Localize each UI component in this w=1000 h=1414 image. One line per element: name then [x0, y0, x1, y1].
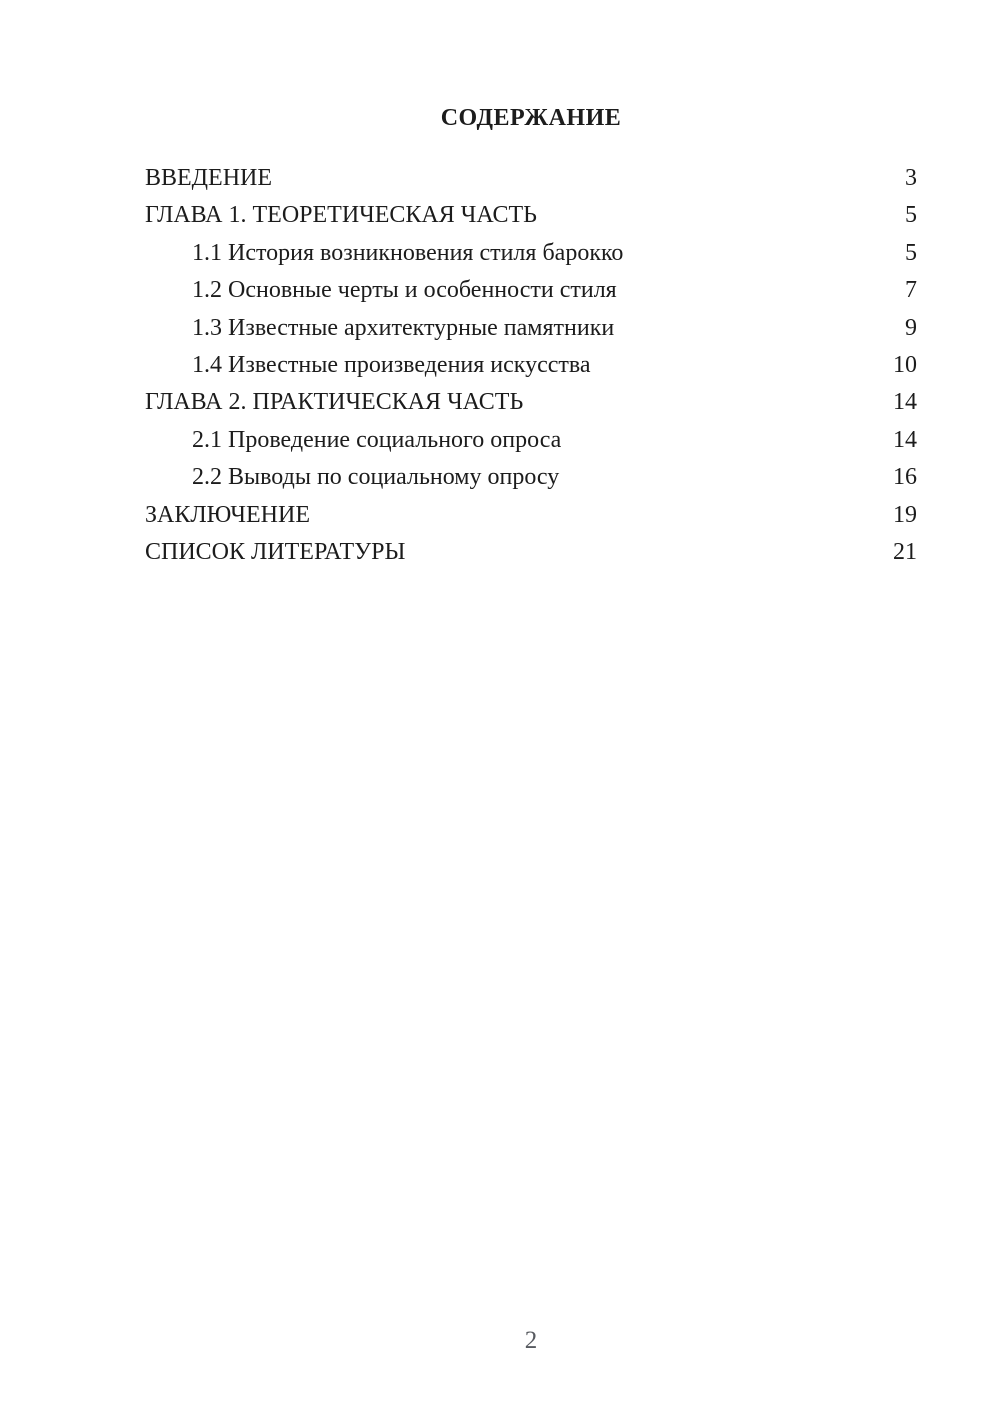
- toc-entry-page: 19: [893, 501, 917, 528]
- toc-entry: [145, 497, 917, 534]
- toc-entry-label: ГЛАВА 1. ТЕОРЕТИЧЕСКАЯ ЧАСТЬ: [145, 202, 537, 229]
- toc-entry-page: 14: [893, 389, 917, 416]
- toc-entry: [145, 534, 917, 571]
- toc-entry-label: ЗАКЛЮЧЕНИЕ: [145, 501, 310, 528]
- toc-entry-page: 3: [905, 165, 917, 191]
- toc-entry-label: 2.1 Проведение социального опроса: [192, 426, 562, 453]
- toc-title: СОДЕРЖАНИЕ: [440, 105, 622, 132]
- toc-entry-label: 1.3 Известные архитектурные памятники: [192, 314, 615, 341]
- toc-entry-label: СПИСОК ЛИТЕРАТУРЫ: [145, 538, 406, 565]
- toc-entry-page: 21: [893, 538, 917, 565]
- toc-entry: [145, 384, 917, 421]
- toc-entry-label: 1.1 История возникновения стиля барокко: [192, 239, 624, 266]
- toc-entry-page: 5: [905, 239, 917, 266]
- toc-entry-page: 5: [905, 202, 917, 229]
- toc-entry-page: 10: [893, 351, 917, 378]
- toc-entry: [145, 272, 917, 309]
- toc-entry-label: 1.4 Известные произведения искусства: [192, 351, 591, 378]
- toc-list: [145, 160, 917, 571]
- toc-entry-page: 14: [893, 426, 917, 453]
- toc-entry: [145, 160, 917, 197]
- toc-entry: [145, 347, 917, 384]
- toc-entry: [145, 235, 917, 272]
- toc-entry-label: ВВЕДЕНИЕ: [145, 165, 273, 191]
- toc-entry: [145, 459, 917, 496]
- page-number: 2: [524, 1327, 538, 1354]
- toc-entry: [145, 310, 917, 347]
- toc-entry: [145, 422, 917, 459]
- toc-entry: [145, 197, 917, 234]
- toc-entry-label: 1.2 Основные черты и особенности стиля: [192, 277, 617, 304]
- toc-entry-page: 9: [905, 314, 917, 341]
- toc-entry-label: 2.2 Выводы по социальному опросу: [192, 464, 560, 491]
- toc-entry-label: ГЛАВА 2. ПРАКТИЧЕСКАЯ ЧАСТЬ: [145, 389, 524, 416]
- toc-entry-page: 16: [893, 464, 917, 491]
- toc-entry-page: 7: [905, 277, 917, 304]
